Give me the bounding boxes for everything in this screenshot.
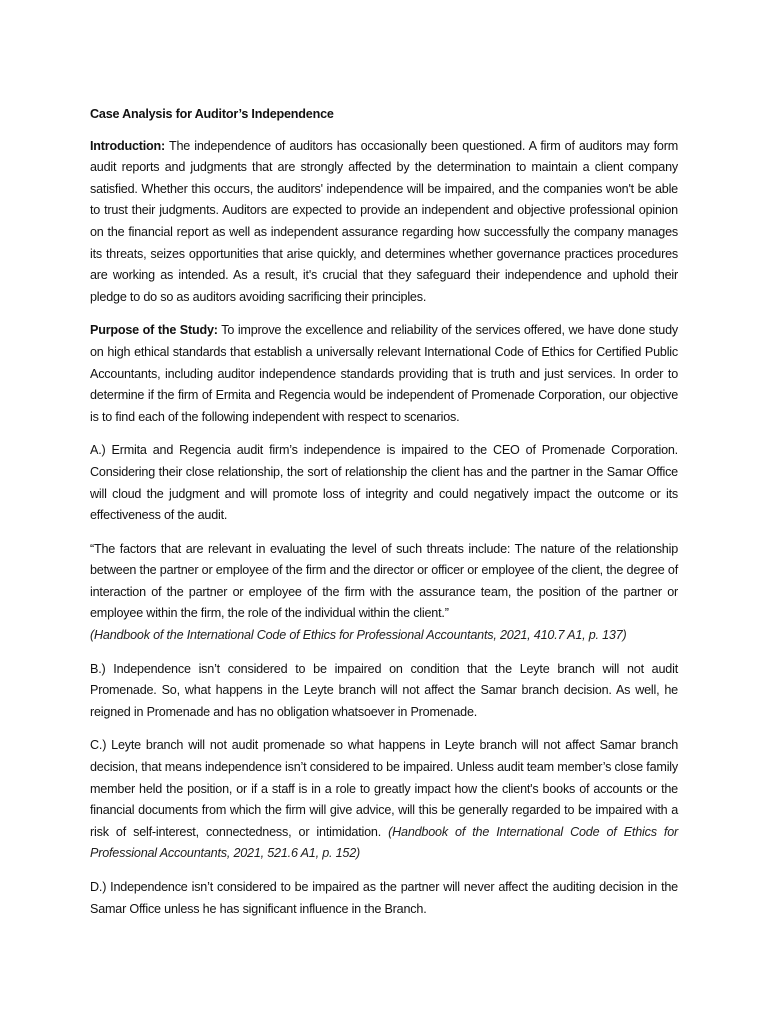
purpose-paragraph	[90, 320, 678, 428]
quote-citation: (Handbook of the International Code of Ethics for Professional Accountants, 2021, 410.7 A1, p. 137)	[90, 628, 627, 643]
section-d-paragraph: D.) Independence isn’t considered to be impaired as the partner will never affect the auditing decision in the Samar Office unless he has significant influence in the Branch.	[90, 880, 678, 916]
quote-text: “The factors that are relevant in evaluating the level of such threats include: The nature of the relationship between the partner or employee of the firm and the director or officer or employee of the client, the degree of interaction of the partner or employee of the firm with the assurance team, the position of the partner or employee within the firm, the role of the individual within the client.”	[90, 541, 678, 621]
section-c-text: C.) Leyte branch will not audit promenade so what happens in Leyte branch will not affect Samar branch decision, that means independence isn’t considered to be impaired. Unless audit team member’s close family member held the position, or if a staff is in a role to greatly impact how the client's books of accounts or the financial documents from which the firm will give advice, will this be generally regarded to be impaired with a risk of self-interest, connectedness, or intimidation.	[90, 738, 678, 839]
quote-paragraph	[90, 539, 678, 647]
section-b-paragraph: B.) Independence isn’t considered to be impaired on condition that the Leyte branch will not audit Promenade. So, what happens in the Leyte branch will not affect the Samar branch decision. As well, he reigned in Promenade and has no obligation whatsoever in Promenade.	[90, 661, 678, 719]
section-c-citation: (Handbook of the International Code of Ethics for Professional Accountants, 2021, 521.6 A1, p. 152)	[90, 824, 678, 861]
introduction-paragraph	[90, 136, 678, 309]
section-c-paragraph	[90, 735, 678, 865]
purpose-heading: Purpose of the Study:	[90, 323, 218, 338]
introduction-text: The independence of auditors has occasionally been questioned. A firm of auditors may form audit reports and judgments that are strongly affected by the determination to maintain a client company satisfied. Whether this occurs, the auditors' independence will be impaired, and the companies won't be able to trust their judgments. Auditors are expected to provide an independent and objective professional opinion on the financial report as well as independent assurance regarding how successfully the company manages its threats, seizes opportunities that arise quickly, and determines whether governance practices procedures are working as intended. As a result, it's crucial that they safeguard their independence and uphold their pledge to do so as auditors avoiding sacrificing their principles.	[90, 138, 678, 304]
document-title: Case Analysis for Auditor’s Independence	[90, 107, 334, 121]
section-a-paragraph: A.) Ermita and Regencia audit firm’s independence is impaired to the CEO of Promenade Corporation. Considering their close relationship, the sort of relationship the client has and the partner in the Samar Office will cloud the judgment and will promote loss of integrity and could negatively impact the outcome or its effectiveness of the audit.	[90, 443, 678, 523]
document-page	[90, 104, 678, 932]
purpose-text: To improve the excellence and reliability of the services offered, we have done study on high ethical standards that establish a universally relevant International Code of Ethics for Certified Public Accountants, including auditor independence standards providing that is truth and just services. In order to determine if the firm of Ermita and Regencia would be independent of Promenade Corporation, our objective is to find each of the following independent with respect to scenarios.	[90, 323, 679, 424]
introduction-heading: Introduction:	[90, 138, 166, 153]
